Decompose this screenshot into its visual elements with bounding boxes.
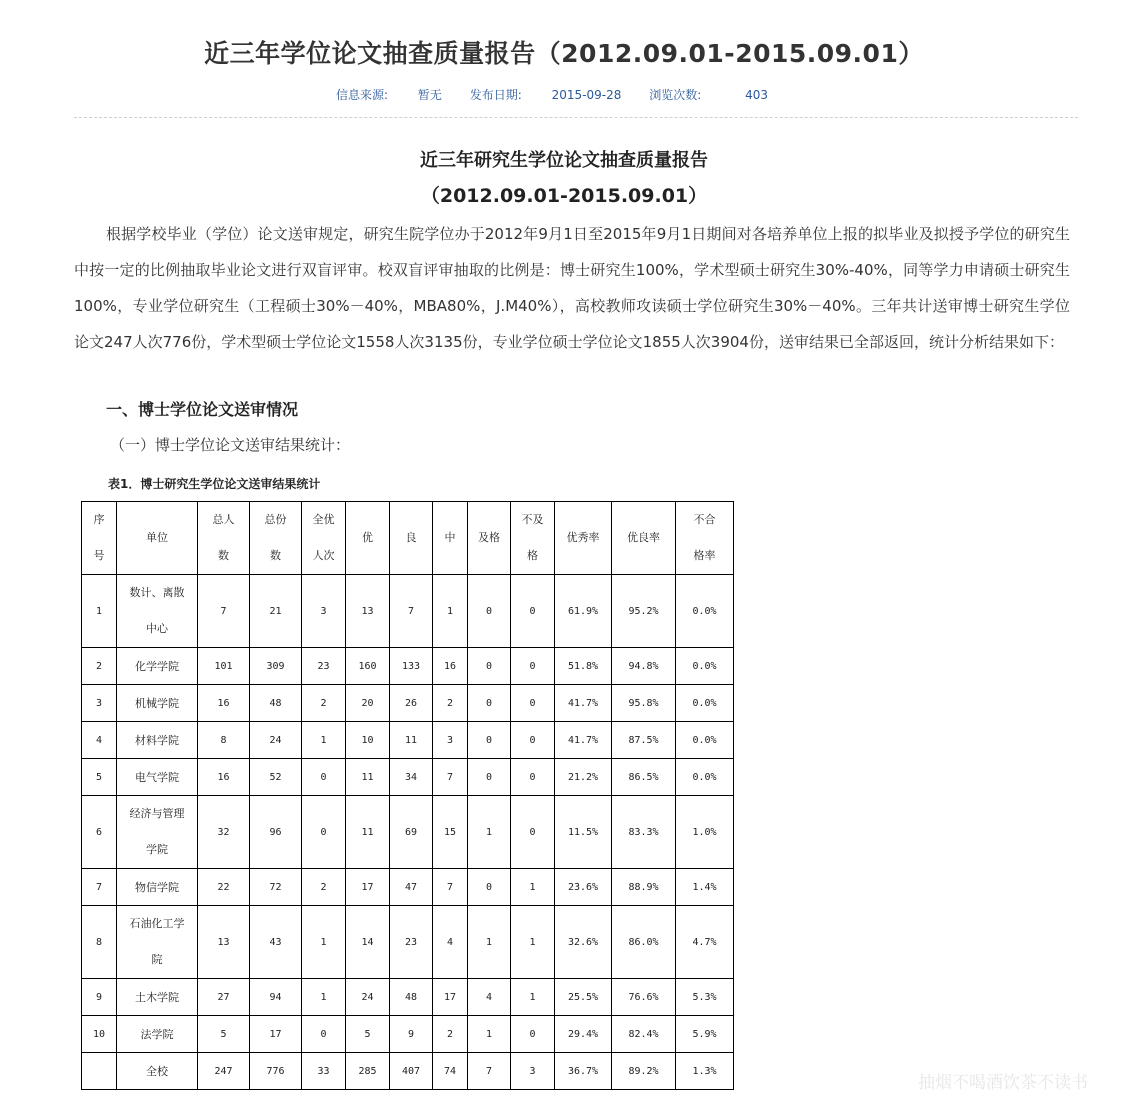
header-label-bottom: 格 xyxy=(527,549,538,562)
table-header-cell xyxy=(511,502,555,575)
cell-copies: 96 xyxy=(250,796,302,869)
cell-unit: 全校 xyxy=(117,1053,198,1090)
cell-copies: 17 xyxy=(250,1016,302,1053)
header-label: 优良率 xyxy=(627,531,660,544)
cell-excellent-rate: 23.6% xyxy=(555,869,612,906)
table-row xyxy=(82,722,734,759)
cell-all-excellent: 1 xyxy=(302,906,346,979)
cell-good-rate: 89.2% xyxy=(612,1053,676,1090)
cell-unit: 化学学院 xyxy=(117,648,198,685)
cell-medium: 15 xyxy=(433,796,468,869)
table-row xyxy=(82,1016,734,1053)
cell-excellent: 24 xyxy=(346,979,390,1016)
cell-people: 8 xyxy=(198,722,250,759)
unit-line-2: 中心 xyxy=(146,622,168,635)
article-title: 近三年研究生学位论文抽查质量报告 xyxy=(420,150,708,171)
cell-excellent-rate: 41.7% xyxy=(555,685,612,722)
cell-copies: 52 xyxy=(250,759,302,796)
cell-excellent-rate: 25.5% xyxy=(555,979,612,1016)
unit-line-1: 数计、离散 xyxy=(129,586,185,599)
cell-medium: 4 xyxy=(433,906,468,979)
date-value: 2015-09-28 xyxy=(551,88,622,102)
cell-fail-rate: 0.0% xyxy=(676,685,734,722)
cell-all-excellent: 23 xyxy=(302,648,346,685)
cell-excellent: 160 xyxy=(346,648,390,685)
cell-good: 407 xyxy=(390,1053,433,1090)
subsection-heading: （一）博士学位论文送审结果统计： xyxy=(110,436,351,454)
cell-medium: 2 xyxy=(433,685,468,722)
cell-fail: 3 xyxy=(511,1053,555,1090)
table-row xyxy=(82,906,734,979)
header-label: 单位 xyxy=(146,531,168,544)
cell-excellent: 14 xyxy=(346,906,390,979)
cell-good-rate: 95.2% xyxy=(612,575,676,648)
article-meta xyxy=(0,86,1128,103)
header-label-top: 序 xyxy=(93,513,105,526)
table-header-cell xyxy=(676,502,734,575)
header-label-top: 总份 xyxy=(264,513,287,526)
unit-line-1: 石油化工学 xyxy=(129,917,185,930)
cell-pass: 7 xyxy=(468,1053,511,1090)
cell-no: 6 xyxy=(82,796,117,869)
table-row xyxy=(82,796,734,869)
table-row xyxy=(82,648,734,685)
table-header-cell xyxy=(82,502,117,575)
cell-unit: 物信学院 xyxy=(117,869,198,906)
cell-fail-rate: 1.0% xyxy=(676,796,734,869)
table-row xyxy=(82,759,734,796)
cell-copies: 24 xyxy=(250,722,302,759)
cell-unit xyxy=(117,575,198,648)
results-table xyxy=(81,501,734,1090)
table-header-cell xyxy=(302,502,346,575)
cell-medium: 17 xyxy=(433,979,468,1016)
table-header-row xyxy=(82,502,734,575)
cell-excellent: 20 xyxy=(346,685,390,722)
cell-all-excellent: 1 xyxy=(302,722,346,759)
cell-good-rate: 82.4% xyxy=(612,1016,676,1053)
cell-people: 32 xyxy=(198,796,250,869)
cell-all-excellent: 33 xyxy=(302,1053,346,1090)
cell-excellent: 5 xyxy=(346,1016,390,1053)
header-label-top: 不及 xyxy=(521,513,544,526)
cell-medium: 2 xyxy=(433,1016,468,1053)
cell-good: 11 xyxy=(390,722,433,759)
cell-excellent: 17 xyxy=(346,869,390,906)
cell-good-rate: 95.8% xyxy=(612,685,676,722)
cell-excellent: 13 xyxy=(346,575,390,648)
cell-medium: 1 xyxy=(433,575,468,648)
cell-good-rate: 86.5% xyxy=(612,759,676,796)
cell-excellent-rate: 61.9% xyxy=(555,575,612,648)
table-row xyxy=(82,979,734,1016)
cell-excellent-rate: 29.4% xyxy=(555,1016,612,1053)
cell-fail-rate: 0.0% xyxy=(676,575,734,648)
cell-people: 16 xyxy=(198,759,250,796)
cell-no: 5 xyxy=(82,759,117,796)
cell-good-rate: 94.8% xyxy=(612,648,676,685)
cell-fail: 1 xyxy=(511,979,555,1016)
cell-people: 247 xyxy=(198,1053,250,1090)
cell-all-excellent: 0 xyxy=(302,1016,346,1053)
cell-pass: 0 xyxy=(468,869,511,906)
date-label: 发布日期: xyxy=(469,88,522,102)
cell-fail: 1 xyxy=(511,869,555,906)
cell-medium: 7 xyxy=(433,759,468,796)
table-header-cell xyxy=(612,502,676,575)
section-heading: 一、博士学位论文送审情况 xyxy=(106,400,299,419)
cell-good: 34 xyxy=(390,759,433,796)
cell-copies: 21 xyxy=(250,575,302,648)
table-header-cell xyxy=(346,502,390,575)
cell-people: 16 xyxy=(198,685,250,722)
header-label-bottom: 号 xyxy=(93,549,105,562)
cell-fail-rate: 1.4% xyxy=(676,869,734,906)
cell-people: 27 xyxy=(198,979,250,1016)
cell-good-rate: 86.0% xyxy=(612,906,676,979)
cell-no: 2 xyxy=(82,648,117,685)
table-header-cell xyxy=(198,502,250,575)
cell-no xyxy=(82,1053,117,1090)
cell-fail: 0 xyxy=(511,685,555,722)
cell-copies: 776 xyxy=(250,1053,302,1090)
watermark: 抽烟不喝酒饮茶不读书 xyxy=(918,1073,1088,1093)
cell-good: 23 xyxy=(390,906,433,979)
cell-pass: 1 xyxy=(468,906,511,979)
unit-line-2: 院 xyxy=(151,953,163,966)
header-label-bottom: 数 xyxy=(218,549,229,562)
cell-pass: 1 xyxy=(468,1016,511,1053)
header-label: 良 xyxy=(405,531,417,544)
table-row xyxy=(82,869,734,906)
cell-no: 1 xyxy=(82,575,117,648)
header-label: 优秀率 xyxy=(566,531,600,544)
cell-no: 9 xyxy=(82,979,117,1016)
cell-unit xyxy=(117,796,198,869)
cell-excellent-rate: 41.7% xyxy=(555,722,612,759)
cell-fail-rate: 0.0% xyxy=(676,722,734,759)
table-row xyxy=(82,685,734,722)
cell-people: 5 xyxy=(198,1016,250,1053)
header-label: 及格 xyxy=(478,531,500,544)
cell-pass: 0 xyxy=(468,648,511,685)
cell-excellent: 11 xyxy=(346,796,390,869)
table-header-cell xyxy=(468,502,511,575)
cell-unit: 土木学院 xyxy=(117,979,198,1016)
cell-fail: 0 xyxy=(511,796,555,869)
cell-no: 3 xyxy=(82,685,117,722)
cell-fail-rate: 0.0% xyxy=(676,648,734,685)
cell-medium: 16 xyxy=(433,648,468,685)
cell-pass: 0 xyxy=(468,759,511,796)
cell-pass: 1 xyxy=(468,796,511,869)
header-label-top: 不合 xyxy=(693,513,716,526)
cell-people: 13 xyxy=(198,906,250,979)
cell-unit: 机械学院 xyxy=(117,685,198,722)
cell-good-rate: 88.9% xyxy=(612,869,676,906)
cell-fail-rate: 5.3% xyxy=(676,979,734,1016)
cell-all-excellent: 2 xyxy=(302,869,346,906)
table-header-cell xyxy=(117,502,198,575)
cell-no: 4 xyxy=(82,722,117,759)
cell-copies: 94 xyxy=(250,979,302,1016)
cell-good-rate: 83.3% xyxy=(612,796,676,869)
cell-excellent-rate: 21.2% xyxy=(555,759,612,796)
header-label-bottom: 人次 xyxy=(312,549,335,562)
cell-people: 7 xyxy=(198,575,250,648)
cell-fail: 1 xyxy=(511,906,555,979)
cell-excellent-rate: 51.8% xyxy=(555,648,612,685)
source-label: 信息来源: xyxy=(336,88,389,102)
cell-fail-rate: 4.7% xyxy=(676,906,734,979)
table-header-cell xyxy=(250,502,302,575)
cell-copies: 309 xyxy=(250,648,302,685)
unit-line-2: 学院 xyxy=(146,843,168,856)
cell-good: 47 xyxy=(390,869,433,906)
cell-pass: 4 xyxy=(468,979,511,1016)
cell-fail-rate: 1.3% xyxy=(676,1053,734,1090)
table-header-cell xyxy=(555,502,612,575)
cell-unit xyxy=(117,906,198,979)
cell-medium: 74 xyxy=(433,1053,468,1090)
header-label-top: 总人 xyxy=(212,513,235,526)
cell-good: 26 xyxy=(390,685,433,722)
cell-all-excellent: 1 xyxy=(302,979,346,1016)
cell-all-excellent: 3 xyxy=(302,575,346,648)
table-row xyxy=(82,575,734,648)
page-title: 近三年学位论文抽查质量报告（2012.09.01-2015.09.01） xyxy=(204,39,924,68)
table-row xyxy=(82,1053,734,1090)
cell-good: 48 xyxy=(390,979,433,1016)
cell-no: 7 xyxy=(82,869,117,906)
views-label: 浏览次数: xyxy=(649,88,702,102)
cell-good: 7 xyxy=(390,575,433,648)
cell-good: 133 xyxy=(390,648,433,685)
cell-fail: 0 xyxy=(511,722,555,759)
header-label: 中 xyxy=(444,531,456,544)
cell-people: 22 xyxy=(198,869,250,906)
cell-pass: 0 xyxy=(468,575,511,648)
cell-good: 69 xyxy=(390,796,433,869)
body-paragraph: 根据学校毕业（学位）论文送审规定，研究生院学位办于2012年9月1日至2015年9月1日期间对各培养单位上报的拟毕业及拟授予学位的研究生中按一定的比例抽取毕业论文进行双盲评审。校双盲评审抽取的比例是：博士研究生100%，学术型硕士研究生30%-40%，同等学力申请硕士研究生100%，专业学位研究生（工程硕士30%－40%，MBA80%，J.M40%），高校教师攻读硕士学位研究生30%－40%。三年共计送审博士研究生学位论文247人次776份，学术型硕士学位论文1558人次3135份，专业学位硕士学位论文1855人次3904份，送审结果已全部返回，统计分析结果如下： xyxy=(74,225,1070,351)
cell-unit: 电气学院 xyxy=(117,759,198,796)
cell-excellent: 10 xyxy=(346,722,390,759)
source-value: 暂无 xyxy=(417,88,442,102)
cell-excellent: 285 xyxy=(346,1053,390,1090)
cell-fail: 0 xyxy=(511,575,555,648)
cell-good-rate: 87.5% xyxy=(612,722,676,759)
cell-all-excellent: 2 xyxy=(302,685,346,722)
cell-all-excellent: 0 xyxy=(302,759,346,796)
cell-copies: 72 xyxy=(250,869,302,906)
cell-pass: 0 xyxy=(468,722,511,759)
table-caption: 表1．博士研究生学位论文送审结果统计 xyxy=(108,477,321,491)
cell-copies: 43 xyxy=(250,906,302,979)
cell-excellent-rate: 11.5% xyxy=(555,796,612,869)
unit-line-1: 经济与管理 xyxy=(129,807,185,820)
cell-fail: 0 xyxy=(511,1016,555,1053)
header-label-top: 全优 xyxy=(312,513,335,526)
cell-unit: 材料学院 xyxy=(117,722,198,759)
cell-copies: 48 xyxy=(250,685,302,722)
cell-excellent-rate: 36.7% xyxy=(555,1053,612,1090)
cell-good: 9 xyxy=(390,1016,433,1053)
cell-fail: 0 xyxy=(511,648,555,685)
cell-excellent-rate: 32.6% xyxy=(555,906,612,979)
cell-medium: 3 xyxy=(433,722,468,759)
cell-medium: 7 xyxy=(433,869,468,906)
header-label-bottom: 数 xyxy=(270,549,281,562)
cell-no: 8 xyxy=(82,906,117,979)
table-header-cell xyxy=(433,502,468,575)
article-subtitle: （2012.09.01-2015.09.01） xyxy=(420,185,708,207)
header-label-bottom: 格率 xyxy=(693,549,716,562)
cell-unit: 法学院 xyxy=(117,1016,198,1053)
cell-pass: 0 xyxy=(468,685,511,722)
cell-fail-rate: 5.9% xyxy=(676,1016,734,1053)
cell-good-rate: 76.6% xyxy=(612,979,676,1016)
cell-all-excellent: 0 xyxy=(302,796,346,869)
header-label: 优 xyxy=(362,531,373,544)
cell-fail: 0 xyxy=(511,759,555,796)
views-value: 403 xyxy=(745,88,768,102)
cell-no: 10 xyxy=(82,1016,117,1053)
cell-fail-rate: 0.0% xyxy=(676,759,734,796)
cell-excellent: 11 xyxy=(346,759,390,796)
divider xyxy=(74,117,1078,118)
cell-people: 101 xyxy=(198,648,250,685)
table-header-cell xyxy=(390,502,433,575)
